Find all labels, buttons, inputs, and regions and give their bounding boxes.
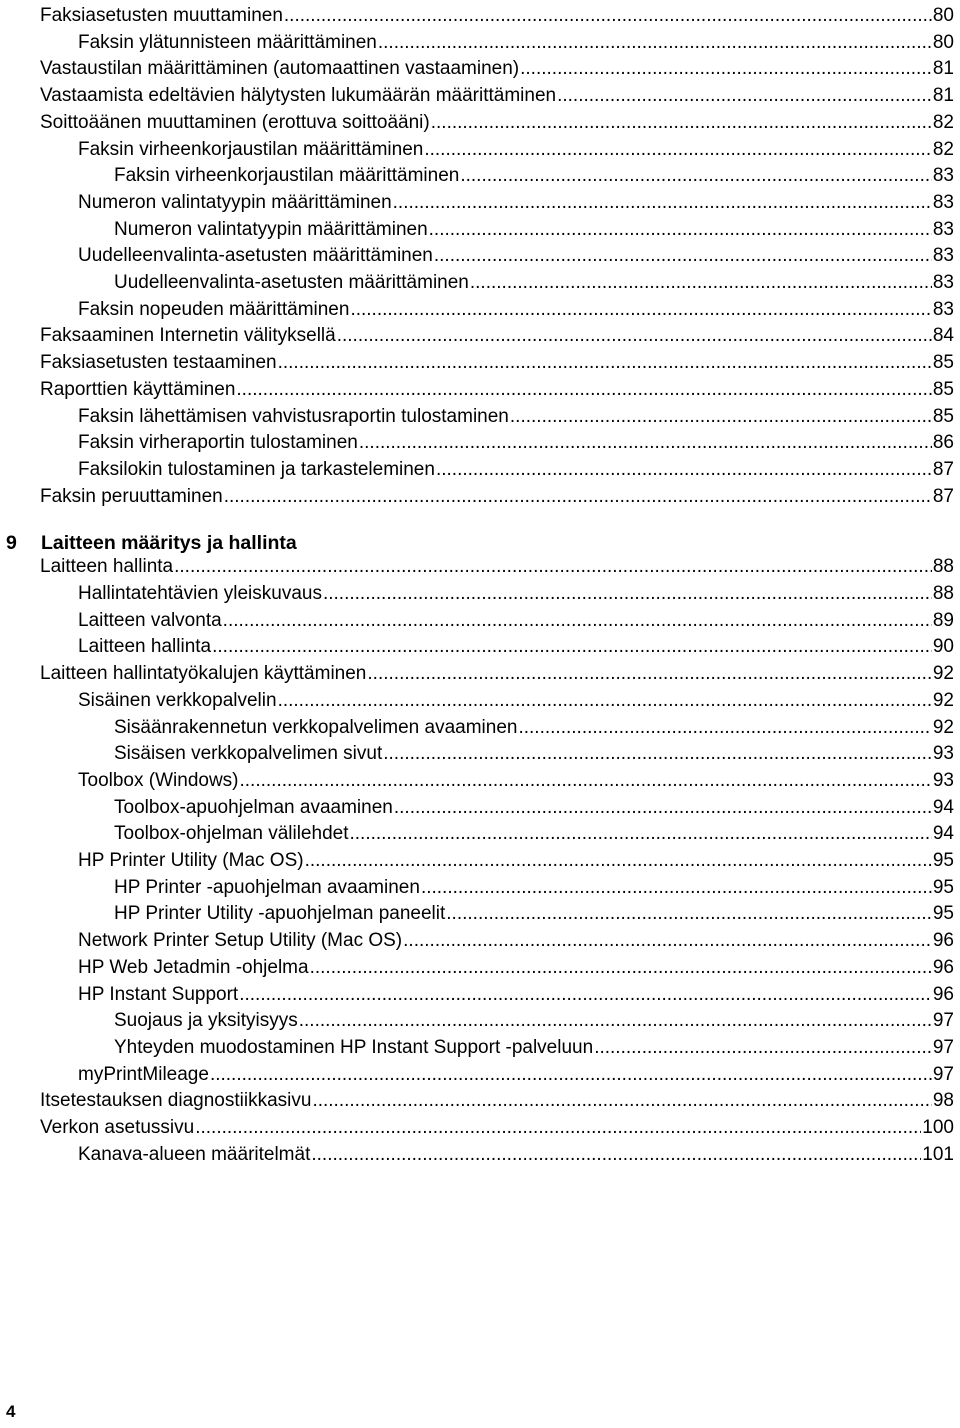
dot-leader	[421, 877, 932, 899]
chapter-number: 9	[6, 532, 17, 555]
dot-leader	[284, 5, 932, 27]
toc-entry-page: 80	[932, 31, 954, 53]
dot-leader	[305, 850, 932, 872]
toc-entry-page: 97	[932, 1036, 954, 1058]
toc-entry-title: Faksin nopeuden määrittäminen	[78, 298, 350, 320]
toc-entry-title: Toolbox (Windows)	[78, 769, 239, 791]
toc-entry[interactable]	[78, 454, 954, 481]
toc-entry-title: Faksilokin tulostaminen ja tarkasteleminen	[78, 458, 435, 480]
toc-entry[interactable]	[78, 925, 954, 952]
toc-entry-page: 82	[932, 111, 954, 133]
dot-leader	[240, 770, 932, 792]
toc-entry-title: Verkon asetussivu	[40, 1117, 195, 1138]
toc-entry[interactable]	[78, 187, 954, 214]
toc-entry[interactable]	[78, 979, 954, 1006]
dot-leader	[278, 690, 932, 712]
toc-entry[interactable]	[40, 551, 954, 578]
toc-entry-title: Faksin virheraportin tulostaminen	[78, 432, 358, 454]
dot-leader	[383, 743, 932, 765]
dot-leader	[278, 352, 932, 374]
toc-entry[interactable]	[114, 214, 954, 241]
dot-leader	[212, 636, 932, 658]
toc-entry-title: Sisäisen verkkopalvelimen sivut	[114, 743, 383, 765]
dot-leader	[470, 272, 932, 294]
toc-entry[interactable]	[78, 1059, 954, 1086]
toc-entry[interactable]	[40, 80, 954, 107]
toc-entry-title: Faksin peruuttaminen	[40, 485, 223, 507]
toc-entry-page: 96	[932, 930, 954, 952]
toc-entry-title: Toolbox-ohjelman välilehdet	[114, 823, 349, 845]
dot-leader	[424, 139, 932, 161]
toc-entry-page: 83	[932, 272, 954, 293]
toc-entry-title: Suojaus ja yksityisyys	[114, 1010, 298, 1032]
dot-leader	[349, 823, 931, 845]
toc-entry-page: 97	[932, 1063, 954, 1085]
toc-entry-title: Faksin virheenkorjaustilan määrittäminen	[114, 165, 460, 187]
toc-entry-title: Uudelleenvalinta-asetusten määrittäminen	[78, 245, 433, 267]
dot-leader	[434, 245, 932, 267]
dot-leader	[299, 1010, 932, 1032]
toc-entry[interactable]	[114, 160, 954, 187]
dot-leader	[367, 663, 931, 685]
toc-entry[interactable]	[114, 1032, 954, 1059]
toc-entry-page: 93	[932, 743, 954, 765]
dot-leader	[594, 1037, 932, 1059]
toc-entry-title: Soittoäänen muuttaminen (erottuva soittoääni)	[40, 111, 430, 133]
toc-entry[interactable]	[78, 427, 954, 454]
dot-leader	[359, 432, 932, 454]
dot-leader	[174, 556, 932, 578]
toc-entry-page: 92	[932, 689, 954, 711]
toc-entry-title: Laitteen hallintatyökalujen käyttäminen	[40, 663, 367, 685]
toc-entry-page: 86	[932, 432, 954, 454]
toc-entry-page: 96	[932, 956, 954, 978]
toc-entry-page: 83	[932, 298, 954, 320]
toc-entry[interactable]	[40, 107, 954, 134]
toc-entry-page: 98	[932, 1090, 954, 1112]
toc-entry-page: 95	[932, 903, 954, 925]
toc-entry[interactable]	[78, 685, 954, 712]
toc-entry[interactable]	[78, 27, 954, 54]
dot-leader	[557, 85, 932, 107]
toc-entry[interactable]	[78, 765, 954, 792]
toc-entry-title: Vastaustilan määrittäminen (automaattinen vastaaminen)	[40, 58, 520, 80]
toc-entry-title: HP Printer Utility -apuohjelman paneelit	[114, 903, 446, 925]
dot-leader	[378, 32, 932, 54]
dot-leader	[429, 219, 932, 241]
dot-leader	[403, 930, 932, 952]
toc-entry-title: Numeron valintatyypin määrittäminen	[114, 218, 428, 240]
toc-entry-title: HP Instant Support	[78, 983, 239, 1005]
toc-entry-title: Faksin lähettämisen vahvistusraportin tulostaminen	[78, 405, 509, 427]
toc-entry-title: Faksaaminen Internetin välityksellä	[40, 325, 336, 347]
toc-entry-title: myPrintMileage	[78, 1063, 209, 1085]
toc-entry-page: 85	[932, 352, 954, 374]
toc-entry[interactable]	[40, 658, 954, 685]
toc-entry[interactable]	[78, 134, 954, 161]
toc-entry-page: 85	[932, 405, 954, 427]
toc-entry-page: 81	[932, 85, 954, 107]
toc-entry[interactable]	[114, 818, 954, 845]
toc-entry[interactable]	[40, 0, 954, 27]
toc-entry-page: 80	[932, 5, 954, 26]
toc-entry-page: 87	[932, 458, 954, 480]
dot-leader	[195, 1117, 921, 1139]
dot-leader	[446, 903, 932, 925]
dot-leader	[223, 610, 932, 632]
toc-entry[interactable]	[78, 952, 954, 979]
toc-entry[interactable]	[78, 578, 954, 605]
toc-entry-title: Faksiasetusten testaaminen	[40, 352, 277, 374]
toc-entry-title: Laitteen hallinta	[78, 636, 212, 658]
toc-entry-page: 96	[932, 983, 954, 1005]
toc-entry-page: 101	[922, 1143, 954, 1165]
toc-entry-page: 84	[932, 325, 954, 347]
dot-leader	[436, 459, 932, 481]
dot-leader	[460, 165, 932, 187]
toc-entry[interactable]	[78, 631, 954, 658]
dot-leader	[393, 192, 932, 214]
toc-entry-page: 95	[932, 850, 954, 871]
toc-entry-page: 95	[932, 876, 954, 898]
toc-entry[interactable]	[40, 347, 954, 374]
toc-entry-title: HP Printer Utility (Mac OS)	[78, 850, 304, 871]
toc-entry-page: 82	[932, 138, 954, 160]
toc-entry-page: 83	[932, 218, 954, 240]
toc-entry[interactable]	[40, 53, 954, 80]
dot-leader	[350, 299, 931, 321]
toc-entry-page: 94	[932, 823, 954, 845]
toc-entry[interactable]	[114, 872, 954, 899]
toc-entry-page: 87	[932, 485, 954, 507]
toc-entry-page: 93	[932, 769, 954, 791]
dot-leader	[311, 1144, 921, 1166]
toc-entry-page: 94	[932, 796, 954, 818]
toc-entry-title: Uudelleenvalinta-asetusten määrittäminen	[114, 272, 469, 293]
toc-entry[interactable]	[114, 712, 954, 739]
toc-entry-page: 89	[932, 609, 954, 631]
toc-entry[interactable]	[114, 1005, 954, 1032]
toc-entry-page: 81	[932, 58, 954, 80]
toc-entry[interactable]	[78, 240, 954, 267]
toc-entry-title: HP Web Jetadmin -ohjelma	[78, 956, 309, 978]
toc-entry-title: Yhteyden muodostaminen HP Instant Support -palveluun	[114, 1036, 594, 1058]
toc-entry-title: Sisäinen verkkopalvelin	[78, 689, 277, 711]
page-number: 4	[6, 1402, 16, 1421]
toc-entry-title: Hallintatehtävien yleiskuvaus	[78, 583, 322, 604]
toc-entry[interactable]	[78, 845, 954, 872]
toc-entry[interactable]	[40, 374, 954, 401]
toc-entry-page: 83	[932, 245, 954, 267]
toc-entry-page: 88	[932, 583, 954, 604]
dot-leader	[236, 379, 931, 401]
toc-entry-page: 88	[932, 556, 954, 578]
dot-leader	[312, 1090, 931, 1112]
dot-leader	[431, 112, 932, 134]
toc-entry-title: Raporttien käyttäminen	[40, 378, 236, 400]
toc-entry-page: 100	[922, 1117, 954, 1138]
dot-leader	[239, 984, 932, 1006]
toc-entry-title: Itsetestauksen diagnostiikkasivu	[40, 1090, 312, 1112]
dot-leader	[224, 486, 932, 508]
toc-entry-title: Vastaamista edeltävien hälytysten lukumäärän määrittäminen	[40, 85, 557, 107]
toc-entry-page: 85	[932, 378, 954, 400]
chapter-title: Laitteen määritys ja hallinta	[41, 532, 297, 555]
toc-entry[interactable]	[114, 738, 954, 765]
toc-entry-title: Numeron valintatyypin määrittäminen	[78, 191, 392, 213]
toc-entry[interactable]	[40, 1085, 954, 1112]
toc-entry-title: Laitteen hallinta	[40, 556, 174, 578]
toc-entry[interactable]	[78, 1139, 954, 1166]
toc-entry[interactable]	[78, 294, 954, 321]
dot-leader	[210, 1064, 932, 1086]
dot-leader	[520, 58, 932, 80]
toc-entry-title: Faksiasetusten muuttaminen	[40, 5, 283, 26]
toc-entry-title: Faksin ylätunnisteen määrittäminen	[78, 31, 377, 53]
toc-entry[interactable]	[78, 401, 954, 428]
toc-entry[interactable]	[114, 267, 954, 294]
toc-entry-page: 92	[932, 716, 954, 738]
dot-leader	[310, 957, 932, 979]
toc-entry-page: 83	[932, 191, 954, 213]
toc-entry-page: 97	[932, 1010, 954, 1032]
toc-entry[interactable]	[114, 898, 954, 925]
toc-entry-title: Sisäänrakennetun verkkopalvelimen avaaminen	[114, 716, 518, 738]
toc-entry-page: 90	[932, 636, 954, 658]
toc-entry-page: 92	[932, 663, 954, 685]
chapter-heading	[6, 524, 297, 554]
toc-entry-title: Laitteen valvonta	[78, 609, 222, 631]
toc-entry[interactable]	[78, 605, 954, 632]
dot-leader	[323, 583, 932, 605]
dot-leader	[394, 797, 932, 819]
toc-entry-title: Kanava-alueen määritelmät	[78, 1143, 311, 1165]
toc-entry-title: Toolbox-apuohjelman avaaminen	[114, 796, 393, 818]
dot-leader	[337, 325, 932, 347]
toc-entry[interactable]	[114, 792, 954, 819]
toc-entry[interactable]	[40, 320, 954, 347]
toc-entry[interactable]	[40, 1112, 954, 1139]
toc-entry-title: HP Printer -apuohjelman avaaminen	[114, 876, 420, 898]
toc-entry-page: 83	[932, 165, 954, 187]
toc-entry-title: Network Printer Setup Utility (Mac OS)	[78, 930, 403, 952]
toc-entry[interactable]	[40, 481, 954, 508]
dot-leader	[510, 406, 932, 428]
toc-entry-title: Faksin virheenkorjaustilan määrittäminen	[78, 138, 424, 160]
dot-leader	[518, 717, 931, 739]
